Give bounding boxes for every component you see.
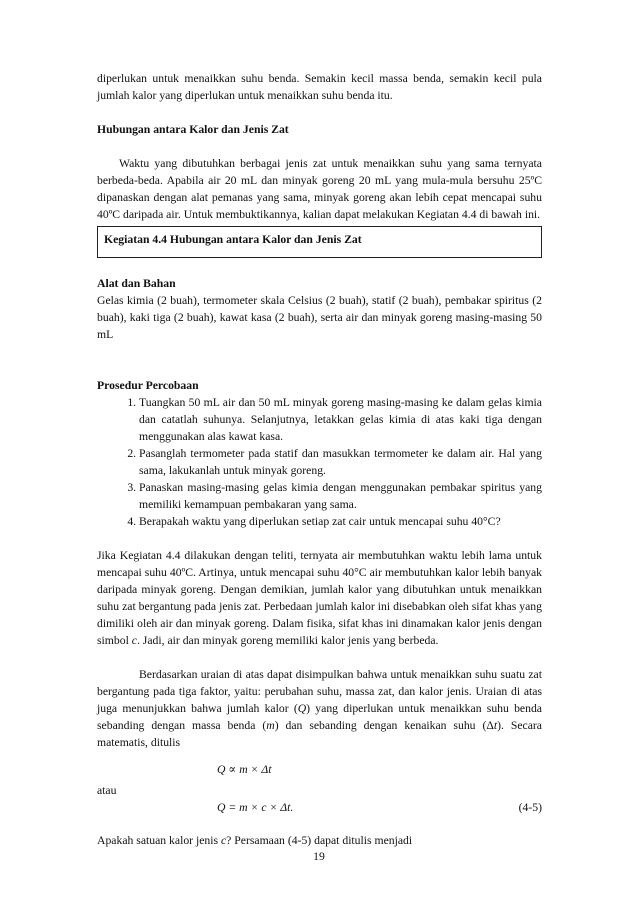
conclusion-text: Jika Kegiatan 4.4 dilakukan dengan teliti, ternyata air membutuhkan waktu lebih lama untuk mencapai suhu 40ºC. Artinya, untuk mencapai suhu 40°C air membutuhkan kalor lebih banyak daripada minyak goreng. Dengan demikian, jumlah kalor yang dibutuhkan untuk menaikkan suhu zat bergantung pada jenis zat. Perbedaan jumlah kalor ini disebabkan oleh sifat khas yang dimiliki oleh air dan minyak goreng. Dalam fisika, sifat khas ini dinamakan kalor jenis dengan simbol — [97, 549, 542, 647]
conclusion-text-end: . Jadi, air dan minyak goreng memiliki kalor jenis yang berbeda. — [136, 634, 439, 647]
symbol-m: m — [266, 719, 275, 732]
summary-text-2: ) yang diperlukan untuk menaikkan suhu benda sebanding dengan massa benda ( — [97, 702, 542, 732]
procedure-heading: Prosedur Percobaan — [97, 379, 199, 392]
procedure-step: 2. Pasanglah termometer pada statif dan masukkan termometer ke dalam air. Hal yang sama, lakukanlah untuk minyak goreng. — [139, 445, 542, 479]
section-heading: Hubungan antara Kalor dan Jenis Zat — [97, 123, 289, 136]
symbol-c: c — [131, 634, 137, 647]
symbol-t: t — [493, 719, 498, 732]
activity-box — [97, 226, 542, 258]
activity-title: Kegiatan 4.4 Hubungan antara Kalor dan Jenis Zat — [104, 233, 362, 246]
page-content — [97, 70, 542, 849]
procedure-step: 4. Berapakah waktu yang diperlukan setiap zat cair untuk mencapai suhu 40°C? — [139, 513, 542, 530]
final-paragraph — [97, 832, 542, 849]
or-word: atau — [97, 784, 117, 797]
equation-heat — [97, 799, 542, 820]
procedure-step: 3. Panaskan masing-masing gelas kimia dengan menggunakan pembakar spiritus yang memiliki kemampuan pembakaran yang sama. — [139, 479, 542, 513]
final-text-1: Apakah satuan kalor jenis — [97, 834, 221, 847]
summary-text-1: Berdasarkan uraian di atas dapat disimpulkan bahwa untuk menaikkan suhu suatu zat bergantung pada tiga faktor, yaitu: perubahan suhu, massa zat, dan kalor jenis. Uraian di atas juga menunjukkan bahwa jumlah kalor ( — [97, 668, 542, 715]
summary-text-3: ) dan sebanding dengan kenaikan suhu (Δ — [274, 719, 494, 732]
intro-paragraph: diperlukan untuk menaikkan suhu benda. Semakin kecil massa benda, semakin kecil pula jumlah kalor yang diperlukan untuk menaikkan suhu benda itu. — [97, 72, 542, 102]
summary-text-4: ). Secara matematis, ditulis — [97, 719, 542, 749]
summary-paragraph — [97, 666, 542, 751]
symbol-q: Q — [297, 702, 307, 715]
final-text-2: ? Persamaan (4-5) dapat ditulis menjadi — [226, 834, 413, 847]
materials-heading: Alat dan Bahan — [97, 277, 176, 290]
procedure-step: 1. Tuangkan 50 mL air dan 50 mL minyak goreng masing-masing ke dalam gelas kimia dan catatlah suhunya. Selanjutnya, letakkan gelas kimia di atas kaki tiga dengan menggunakan alas kawat kasa. — [139, 394, 542, 445]
symbol-c-final: c — [220, 834, 227, 847]
equation-proportional — [97, 761, 542, 782]
equation-number: (4-5) — [518, 801, 542, 814]
equation-2: Q = m × c × Δt. — [217, 801, 294, 814]
procedure-list — [97, 394, 542, 530]
materials-text: Gelas kimia (2 buah), termometer skala Celsius (2 buah), statif (2 buah), pembakar spiritus (2 buah), kaki tiga (2 buah), kawat kasa (2 buah), serta air dan minyak goreng masing-masing 50 mL — [97, 294, 542, 341]
equation-1: Q ∝ m × Δt — [217, 763, 272, 776]
page-number: 19 — [313, 850, 325, 863]
conclusion-paragraph — [97, 547, 542, 649]
section-paragraph: Waktu yang dibutuhkan berbagai jenis zat untuk menaikkan suhu yang sama ternyata berbeda-beda. Apabila air 20 mL dan minyak goreng 20 mL yang mula-mula bersuhu 25ºC dipanaskan dengan alat pemanas yang sama, minyak goreng akan lebih cepat mencapai suhu 40ºC daripada air. Untuk membuktikannya, kalian dapat melakukan Kegiatan 4.4 di bawah ini. — [97, 157, 542, 221]
